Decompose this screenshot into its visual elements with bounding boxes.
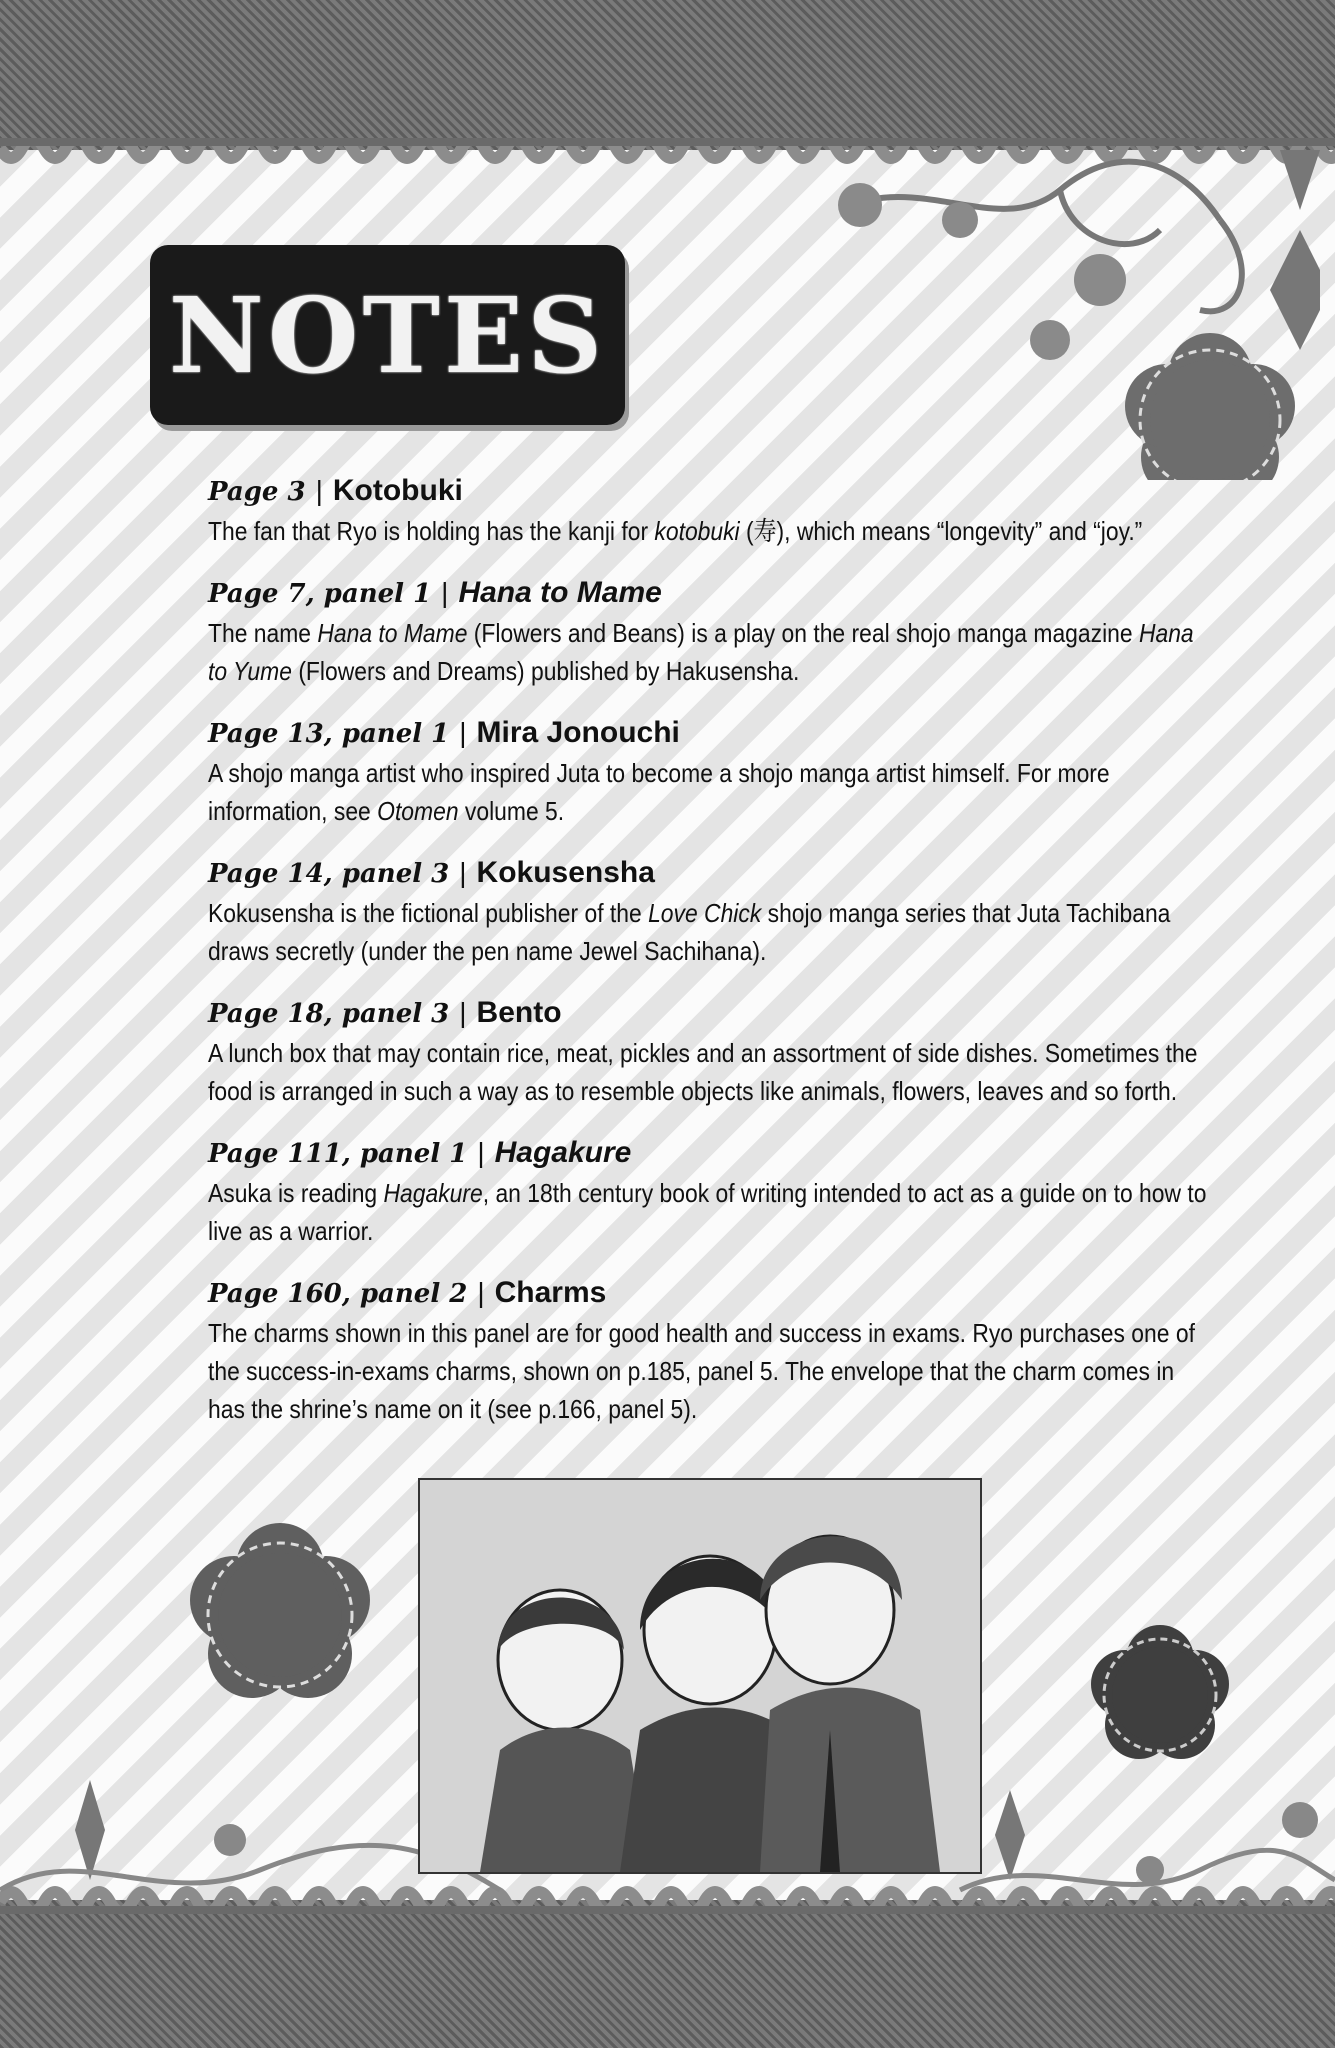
- small-flower-icon: [838, 183, 882, 227]
- note-heading: [208, 1272, 1218, 1314]
- note-page-reference: Page 14, panel 3: [208, 859, 450, 889]
- note-description: [208, 1034, 1211, 1110]
- note-page-reference: Page 160, panel 2: [208, 1279, 468, 1309]
- note-page-reference: Page 18, panel 3: [208, 999, 450, 1029]
- note-text: The fan that Ryo is holding has the kanji for: [208, 516, 655, 546]
- note-italic-title: Hana to Yume: [208, 618, 1194, 686]
- note-description: [208, 1314, 1211, 1428]
- right-stitched-flower-patch-icon: [1085, 1620, 1235, 1770]
- top-lace-border: [0, 0, 1335, 150]
- note-heading: [208, 572, 1218, 614]
- bottom-lace-border: [0, 1900, 1335, 2048]
- small-flower-icon: [1074, 254, 1126, 306]
- note-entry: [208, 992, 1218, 1110]
- note-description: [208, 894, 1211, 970]
- note-text: volume 5.: [458, 796, 565, 826]
- small-flower-icon: [1282, 1802, 1318, 1838]
- note-text: Asuka is reading: [208, 1178, 384, 1208]
- diamond-sparkle-icon: [1270, 150, 1320, 350]
- note-entry: [208, 1132, 1218, 1250]
- note-text: Kokusensha is the fictional publisher of the: [208, 898, 649, 928]
- top-right-floral-ornament: [800, 150, 1320, 480]
- note-description: [208, 1174, 1211, 1250]
- page-title: NOTES: [168, 273, 607, 397]
- note-page-reference: Page 3: [208, 477, 306, 507]
- note-heading: [208, 1132, 1218, 1174]
- note-entry: [208, 852, 1218, 970]
- diamond-sparkle-icon: [75, 1780, 105, 1880]
- note-text: A shojo manga artist who inspired Juta to become a shojo manga artist himself. For more information, see: [208, 758, 1110, 826]
- note-text: The charms shown in this panel are for good health and success in exams. Ryo purchases one of the success-in-exams charms, shown on p.185, panel 5. The envelope that the charm comes in has the shrine’s name on it (see p.166, panel 5).: [208, 1318, 1195, 1424]
- separator-bar: |: [441, 577, 449, 608]
- note-entry: [208, 712, 1218, 830]
- note-term: Charms: [494, 1276, 607, 1309]
- note-italic-title: Otomen: [377, 796, 459, 826]
- note-text: (Flowers and Beans) is a play on the real shojo manga magazine: [467, 618, 1139, 648]
- note-term: Bento: [476, 996, 562, 1029]
- note-italic-title: Love Chick: [648, 898, 762, 928]
- note-description: [208, 512, 1211, 550]
- manga-illustration: [418, 1478, 982, 1874]
- separator-bar: |: [459, 857, 467, 888]
- note-term: Hagakure: [494, 1136, 632, 1169]
- stitched-flower-patch-icon: [1125, 333, 1295, 480]
- note-text: shojo manga series that Juta Tachibana draws secretly (under the pen name Jewel Sachihana).: [208, 898, 1171, 966]
- small-flower-icon: [214, 1824, 246, 1856]
- note-page-reference: Page 7, panel 1: [208, 579, 432, 609]
- separator-bar: |: [315, 475, 323, 506]
- note-italic-title: Hagakure: [383, 1178, 483, 1208]
- left-stitched-flower-patch-icon: [185, 1520, 375, 1710]
- note-term: Kokusensha: [476, 856, 655, 889]
- note-italic-title: Hana to Mame: [317, 618, 468, 648]
- small-flower-icon: [1030, 320, 1070, 360]
- note-heading: [208, 852, 1218, 894]
- note-text: A lunch box that may contain rice, meat, pickles and an assortment of side dishes. Sometimes the food is arranged in such a way as to resemble objects like animals, flowers, leaves and so forth.: [208, 1038, 1198, 1106]
- notes-title-badge: [150, 245, 625, 425]
- note-page-reference: Page 13, panel 1: [208, 719, 450, 749]
- note-term: Kotobuki: [332, 474, 463, 507]
- note-description: [208, 614, 1211, 690]
- swirl-vine-icon: [840, 162, 1242, 312]
- small-flower-icon: [1136, 1856, 1164, 1884]
- note-text: (Flowers and Dreams) published by Hakusensha.: [291, 656, 800, 686]
- note-term: Mira Jonouchi: [476, 716, 680, 749]
- separator-bar: |: [477, 1277, 485, 1308]
- note-italic-title: kotobuki: [654, 516, 740, 546]
- note-heading: [208, 992, 1218, 1034]
- small-flower-icon: [942, 202, 978, 238]
- notes-list: [208, 470, 1218, 1450]
- note-text: The name: [208, 618, 318, 648]
- note-heading: [208, 470, 1218, 512]
- note-entry: [208, 1272, 1218, 1428]
- note-heading: [208, 712, 1218, 754]
- note-term: Hana to Mame: [458, 576, 662, 609]
- diamond-sparkle-icon: [995, 1790, 1025, 1880]
- note-entry: [208, 572, 1218, 690]
- separator-bar: |: [459, 717, 467, 748]
- note-text: , an 18th century book of writing intended to act as a guide on to how to live as a warrior.: [208, 1178, 1207, 1246]
- note-description: [208, 754, 1211, 830]
- separator-bar: |: [459, 997, 467, 1028]
- note-text: (寿), which means “longevity” and “joy.”: [739, 516, 1143, 546]
- note-entry: [208, 470, 1218, 550]
- note-page-reference: Page 111, panel 1: [208, 1139, 468, 1169]
- separator-bar: |: [477, 1137, 485, 1168]
